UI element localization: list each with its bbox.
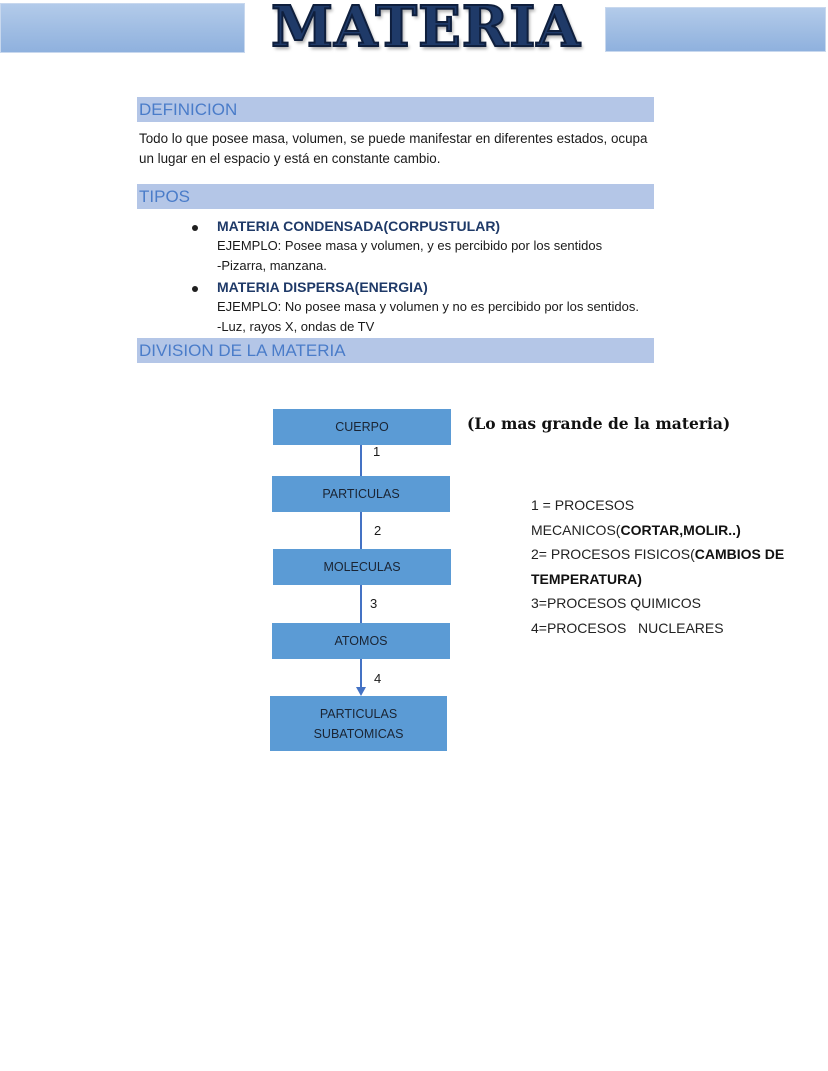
flow-box-label: PARTICULAS	[322, 487, 400, 501]
banner-bar-left	[0, 3, 245, 53]
legend-row-1: 1 = PROCESOS	[531, 497, 635, 513]
legend-text: 2= PROCESOS FISICOS(	[531, 546, 695, 562]
flow-box-label-line-2: SUBATOMICAS	[313, 726, 404, 741]
flow-box-particulas	[272, 476, 450, 512]
definition-text	[139, 129, 659, 169]
legend-text: MECANICOS(	[531, 521, 621, 538]
connector-line	[360, 585, 362, 623]
flow-box-label: MOLECULAS	[323, 560, 401, 574]
connector-line	[360, 445, 362, 476]
flow-box-atomos	[272, 623, 450, 659]
step-number: 1	[373, 444, 381, 459]
flow-box-particulas-subatomicas	[270, 696, 447, 751]
legend-row-2	[531, 518, 791, 543]
legend-text-bold: TEMPERATURA)	[531, 570, 642, 587]
legend-row-6: 4=PROCESOS NUCLEARES	[531, 619, 724, 636]
section-header-tipos: TIPOS	[137, 184, 654, 209]
definition-line-1: Todo lo que posee masa, volumen, se puede manifestar en diferentes estados, ocupa	[139, 131, 648, 146]
legend-row-3	[531, 542, 791, 567]
step-number: 3	[370, 596, 378, 611]
legend-text-bold: CAMBIOS DE	[694, 546, 785, 562]
bullet-example: EJEMPLO: Posee masa y volumen, y es percibido por los sentidos	[217, 238, 603, 253]
flow-box-cuerpo	[273, 409, 451, 445]
legend-text-bold: CORTAR,MOLIR..)	[620, 521, 741, 538]
page-title: MATERIA	[271, 0, 581, 60]
bullet-icon	[192, 286, 198, 292]
section-header-division: DIVISION DE LA MATERIA	[137, 338, 654, 363]
flow-box-label: ATOMOS	[334, 634, 388, 648]
section-header-definicion: DEFINICION	[137, 97, 654, 122]
flow-box-label: CUERPO	[335, 420, 389, 434]
connector-line	[360, 512, 362, 549]
bullet-title: MATERIA CONDENSADA(CORPUSTULAR)	[217, 218, 501, 234]
process-legend	[531, 493, 791, 640]
flow-box-moleculas	[273, 549, 451, 585]
definition-line-2: un lugar en el espacio y está en constante cambio.	[139, 151, 441, 166]
arrow-down-icon	[356, 687, 366, 696]
step-number: 4	[374, 671, 382, 686]
bullet-icon	[192, 225, 198, 231]
bullet-example: EJEMPLO: No posee masa y volumen y no es percibido por los sentidos.	[217, 299, 639, 314]
flow-box-label-line-1: PARTICULAS	[319, 706, 398, 721]
cuerpo-note: (Lo mas grande de la materia)	[467, 414, 731, 433]
bullet-title: MATERIA DISPERSA(ENERGIA)	[217, 279, 428, 295]
step-number: 2	[374, 523, 382, 538]
bullet-samples: -Pizarra, manzana.	[217, 258, 327, 273]
connector-line	[360, 659, 362, 689]
bullet-samples: -Luz, rayos X, ondas de TV	[217, 319, 375, 334]
banner-bar-right	[605, 7, 826, 52]
legend-row-5: 3=PROCESOS QUIMICOS	[531, 595, 701, 611]
legend-row-4	[531, 567, 791, 592]
